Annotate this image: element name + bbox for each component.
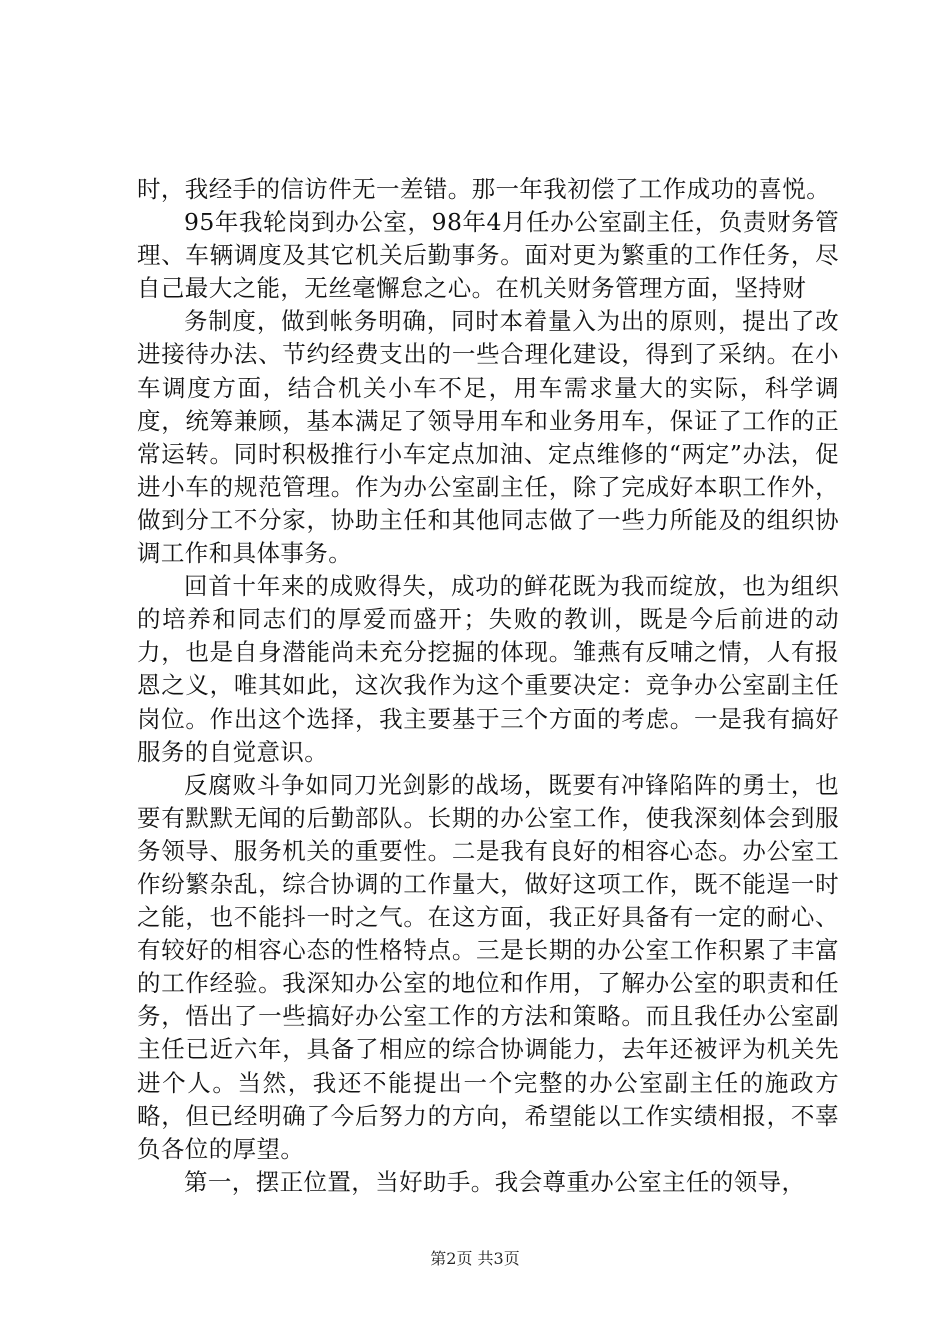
paragraph-6: 第一，摆正位置，当好助手。我会尊重办公室主任的领导， [184,1167,806,1196]
page-number-footer: 第2页 共3页 [430,1249,520,1268]
paragraph-3: 务制度，做到帐务明确，同时本着量入为出的原则，提出了改进接待办法、节约经费支出的一些合理化建设，得到了采纳。在小车调度方面，结合机关小车不足，用车需求量大的实际，科学调度，统筹兼顾，基本满足了领导用车和业务用车，保证了工作的正常运转。同时积极推行小车定点加油、定点维修的“两定”办法，促进小车的规范管理。作为办公室副主任，除了完成好本职工作外，做到分工不分家，协助主任和其他同志做了一些力所能及的组织协调工作和具体事务。 [137,307,839,568]
document-body [137,173,839,1199]
paragraph-1: 时，我经手的信访件无一差错。那一年我初偿了工作成功的喜悦。 [137,175,831,203]
paragraph-2: 95年我轮岗到办公室，98年4月任办公室副主任，负责财务管理、车辆调度及其它机关后勤事务。面对更为繁重的工作任务，尽自己最大之能，无丝毫懈怠之心。在机关财务管理方面，坚持财 [137,208,839,303]
paragraph-5: 反腐败斗争如同刀光剑影的战场，既要有冲锋陷阵的勇士，也要有默默无闻的后勤部队。长期的办公室工作，使我深刻体会到服务领导、服务机关的重要性。二是我有良好的相容心态。办公室工作纷繁杂乱，综合协调的工作量大，做好这项工作，既不能逞一时之能，也不能抖一时之气。在这方面，我正好具备有一定的耐心、有较好的相容心态的性格特点。三是长期的办公室工作积累了丰富的工作经验。我深知办公室的地位和作用，了解办公室的职责和任务，悟出了一些搞好办公室工作的方法和策略。而且我任办公室副主任已近六年，具备了相应的综合协调能力，去年还被评为机关先进个人。当然，我还不能提出一个完整的办公室副主任的施政方略，但已经明确了今后努力的方向，希望能以工作实绩相报，不辜负各位的厚望。 [137,770,839,1163]
paragraph-4: 回首十年来的成败得失，成功的鲜花既为我而绽放，也为组织的培养和同志们的厚爱而盛开；失败的教训，既是今后前进的动力，也是自身潜能尚未充分挖掘的体现。雏燕有反哺之情，人有报恩之义，唯其如此，这次我作为这个重要决定：竞争办公室副主任岗位。作出这个选择，我主要基于三个方面的考虑。一是我有搞好服务的自觉意识。 [137,572,839,766]
